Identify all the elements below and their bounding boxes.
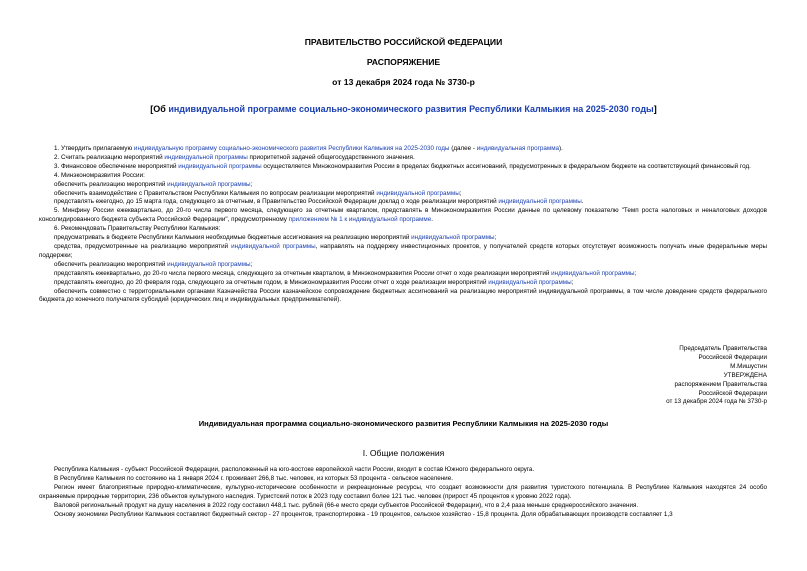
program-body <box>39 466 767 519</box>
document-type: РАСПОРЯЖЕНИЕ <box>366 57 441 67</box>
paragraph-6: 6. Рекомендовать Правительству Республики Калмыкия: <box>54 225 221 233</box>
program-link[interactable]: индивидуальной программы <box>164 153 248 161</box>
signer-title: Председатель Правительства <box>679 345 767 352</box>
program-link[interactable]: индивидуальной программы <box>167 260 251 268</box>
paragraph-4a: обеспечить реализацию мероприятий индивидуальной программы; <box>54 180 253 188</box>
program-title: Индивидуальная программа социально-экономического развития Республики Калмыкия на 2025-2030 годы <box>198 419 609 428</box>
program-link[interactable]: индивидуальная программа <box>476 145 560 152</box>
program-link[interactable]: индивидуальной программы <box>551 269 635 277</box>
approved-org: Российской Федерации <box>698 389 767 397</box>
paragraph-5: 5. Минфину России ежеквартально, до 20-го числа первого месяца, следующего за отчетным кварталом, представлять в Минэкономразвития России данные по целевому показателю "Темп роста налоговых и неналоговых доходов консолидированного бюджета субъекта Российской Федерации", предусмотренному приложением № 1 к индивидуальной программе. <box>39 207 767 224</box>
paragraph-6c: обеспечить реализацию мероприятий индивидуальной программы; <box>54 260 253 268</box>
paragraph-4c: представлять ежегодно, до 15 марта года, следующего за отчетным, в Правительство Российской Федерации доклад о ходе реализации мероприятий индивидуальной программы. <box>54 198 584 206</box>
program-paragraph: Основу экономики Республики Калмыкия составляют бюджетный сектор - 27 процентов, транспортировка - 19 процентов, сельское хозяйство - 15,8 процента. Доля обрабатывающих производств составляет 1,3 <box>54 510 673 518</box>
approved-by: распоряжением Правительства <box>674 380 767 388</box>
program-paragraph: Регион имеет благоприятные природно-климатические, культурно-исторические особенности и рекреационные ресурсы, что создает возможности для развития туристского потенциала. В Республике Калмыкия находятся 24 особо охраняемые природные территории, 236 объектов культурного наследия. Туристский поток в 2023 году составил более 121 тыс. человек (прирост 45 процентов к уровню 2022 года). <box>39 483 767 500</box>
approved-date: от 13 декабря 2024 года № 3730-р <box>666 398 767 406</box>
paragraph-4b: обеспечить взаимодействие с Правительством Республики Калмыкия по вопросам реализации мероприятий индивидуальной программы; <box>54 189 462 197</box>
signature-block <box>666 345 767 407</box>
decree-body <box>39 145 767 305</box>
paragraph-6b: средства, предусмотренные на реализацию мероприятий индивидуальной программы, направлять на поддержку инвестиционных проектов, у получателей средств которых отсутствует возможность получать иные федеральные меры поддержки; <box>39 242 767 259</box>
paragraph-3: 3. Финансовое обеспечение мероприятий индивидуальной программы осуществляется Минэкономразвития России в пределах бюджетных ассигнований, предусмотренных в федеральном бюджете на соответствующий финансовый год. <box>54 162 751 170</box>
paragraph-6e: представлять ежегодно, до 20 февраля года, следующего за отчетным годом, в Минэкономразвития России отчет о ходе реализации мероприятий индивидуальной программы; <box>54 278 574 286</box>
program-paragraph: В Республике Калмыкия по состоянию на 1 января 2024 г. проживает 266,8 тыс. человек, из которых 53 процента - сельское население. <box>54 474 453 482</box>
paragraph-6f: обеспечить совместно с территориальными органами Казначейства России казначейское сопровождение бюджетных ассигнований на реализацию мероприятий индивидуальной программы, в том числе доведение средств федерального бюджета до конечного получателя субсидий (юридических лиц и индивидуальных предпринимателей). <box>39 287 767 304</box>
program-link[interactable]: индивидуальной программы <box>488 278 572 286</box>
program-paragraph: Республика Калмыкия - субъект Российской Федерации, расположенный на юго-востоке европейской части России, входит в состав Южного федерального округа. <box>54 466 535 473</box>
program-link[interactable]: индивидуальную программу социально-экономического развития Республики Калмыкия на 2025-2030 годы <box>133 145 450 152</box>
program-link[interactable]: индивидуальной программы <box>376 189 460 197</box>
document-title: [Об индивидуальной программе социально-экономического развития Республики Калмыкия на 2025-2030 годы] <box>150 104 657 114</box>
title-link[interactable]: индивидуальной программе социально-экономического развития Республики Калмыкия на 2025-2030 годы <box>168 104 654 114</box>
paragraph-4: 4. Минэкономразвития России: <box>54 171 145 179</box>
program-link[interactable]: индивидуальной программы <box>178 162 262 170</box>
paragraph-2: 2. Считать реализацию мероприятий индивидуальной программы приоритетной задачей общегосударственного значения. <box>54 153 415 161</box>
appendix-link[interactable]: приложением № 1 к индивидуальной программе <box>288 216 432 224</box>
signer-name: М.Мишустин <box>730 362 767 370</box>
document-date: от 13 декабря 2024 года № 3730-р <box>332 77 475 87</box>
program-link[interactable]: индивидуальной программы <box>231 242 316 250</box>
program-paragraph: Валовой региональный продукт на душу населения в 2022 году составил 448,1 тыс. рублей (66-е место среди субъектов Российской Федерации), что в 2,4 раза меньше среднероссийского значения. <box>54 501 639 509</box>
program-link[interactable]: индивидуальной программы <box>411 234 495 242</box>
government-heading: ПРАВИТЕЛЬСТВО РОССИЙСКОЙ ФЕДЕРАЦИИ <box>304 37 503 47</box>
program-link[interactable]: индивидуальной программы <box>167 180 251 188</box>
paragraph-6a: предусматривать в бюджете Республики Калмыкия необходимые бюджетные ассигнования на реализацию мероприятий индивидуальной программы; <box>54 234 497 242</box>
approved-label: УТВЕРЖДЕНА <box>723 371 767 379</box>
paragraph-6d: представлять ежеквартально, до 20-го числа первого месяца, следующего за отчетным кварталом, в Минэкономразвития России отчет о ходе реализации мероприятий индивидуальной программы; <box>54 269 637 277</box>
program-link[interactable]: индивидуальной программы <box>498 198 582 206</box>
signer-org: Российской Федерации <box>698 353 767 361</box>
paragraph-1: 1. Утвердить прилагаемую индивидуальную программу социально-экономического развития Республики Калмыкия на 2025-2030 годы (далее - индивидуальная программа). <box>54 145 563 152</box>
section-title: I. Общие положения <box>362 448 445 458</box>
